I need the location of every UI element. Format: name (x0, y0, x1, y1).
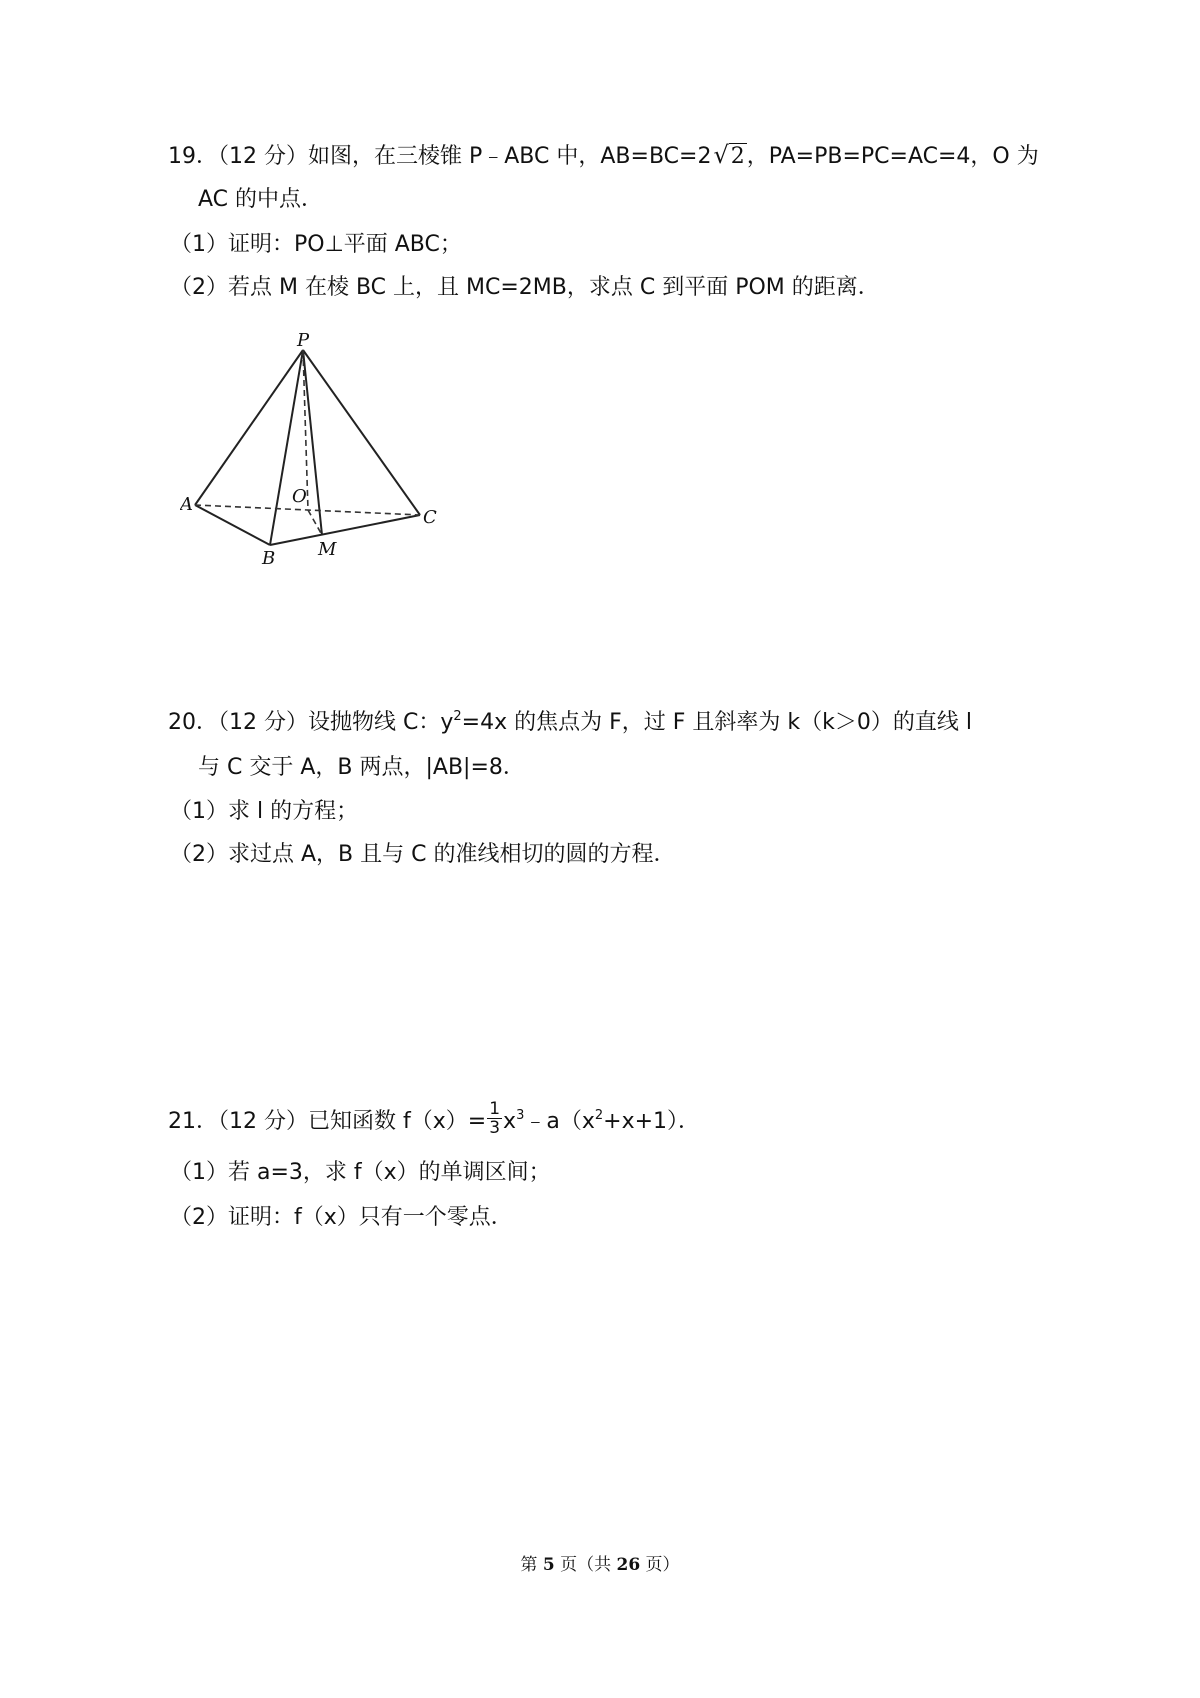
q20-stem-a: 设抛物线 C：y (308, 710, 454, 735)
label-C: C (423, 507, 437, 528)
q21-part2: （2）证明：f（x）只有一个零点． (170, 1205, 513, 1230)
label-P: P (297, 330, 310, 351)
q21-number: 21． (168, 1109, 218, 1134)
label-B: B (262, 548, 276, 569)
q21-exp2: 2 (594, 1108, 604, 1123)
q20-stem-line1 (168, 708, 972, 738)
edge-PC (303, 350, 420, 515)
pyramid-figure (180, 330, 480, 620)
q20-exp: 2 (453, 709, 462, 724)
label-O: O (292, 486, 307, 507)
q21-part1: （1）若 a=3，求 f（x）的单调区间； (170, 1160, 551, 1185)
q19-stem-line2: AC 的中点． (198, 187, 324, 212)
q19-stem-a: 如图，在三棱锥 P﹣ABC 中，AB=BC=2 (308, 144, 712, 169)
fraction (487, 1100, 502, 1137)
label-A: A (180, 494, 193, 515)
edge-BC (270, 515, 420, 545)
page-footer (0, 1550, 1200, 1575)
q20-number: 20． (168, 710, 218, 735)
q19-number: 19． (168, 144, 218, 169)
footer-suffix: 页） (640, 1555, 680, 1575)
footer-total: 26 (616, 1555, 641, 1575)
q21-score: （12 分） (218, 1109, 308, 1134)
q19-score: （12 分） (218, 144, 308, 169)
q19-stem-line1 (168, 140, 1039, 172)
q21-exp1: 3 (516, 1108, 525, 1123)
q19-part2: （2）若点 M 在棱 BC 上，且 MC=2MB，求点 C 到平面 POM 的距离． (170, 275, 880, 300)
q21-stem-d: +x+1）． (603, 1109, 701, 1134)
q21-stem-a: 已知函数 f（x）= (308, 1109, 487, 1134)
frac-denominator: 3 (489, 1117, 501, 1138)
q21-stem-b: x (503, 1109, 517, 1134)
footer-prefix: 第 (520, 1555, 543, 1575)
label-M: M (318, 539, 337, 560)
q19-part1: （1）证明：PO⊥平面 ABC； (170, 232, 462, 257)
q20-stem-b: =4x 的焦点为 F，过 F 且斜率为 k（k＞0）的直线 l (461, 710, 972, 735)
q19-stem-b: ，PA=PB=PC=AC=4，O 为 (746, 144, 1039, 169)
q20-part2: （2）求过点 A，B 且与 C 的准线相切的圆的方程． (170, 842, 676, 867)
q20-part1: （1）求 l 的方程； (170, 799, 359, 824)
edge-PB (270, 350, 303, 545)
q21-stem (168, 1098, 701, 1138)
sqrt-symbol: √2 (713, 141, 745, 169)
frac-numerator: 1 (489, 1098, 501, 1119)
q19-sqrt-radicand: 2 (730, 144, 745, 169)
edge-AB (195, 505, 270, 545)
q21-stem-c: ﹣a（x (524, 1109, 595, 1134)
edge-PA (195, 350, 303, 505)
q20-stem-line2: 与 C 交于 A，B 两点，|AB|=8． (198, 755, 525, 780)
footer-mid: 页（共 (554, 1555, 617, 1575)
footer-page: 5 (542, 1555, 555, 1575)
q20-score: （12 分） (218, 710, 308, 735)
